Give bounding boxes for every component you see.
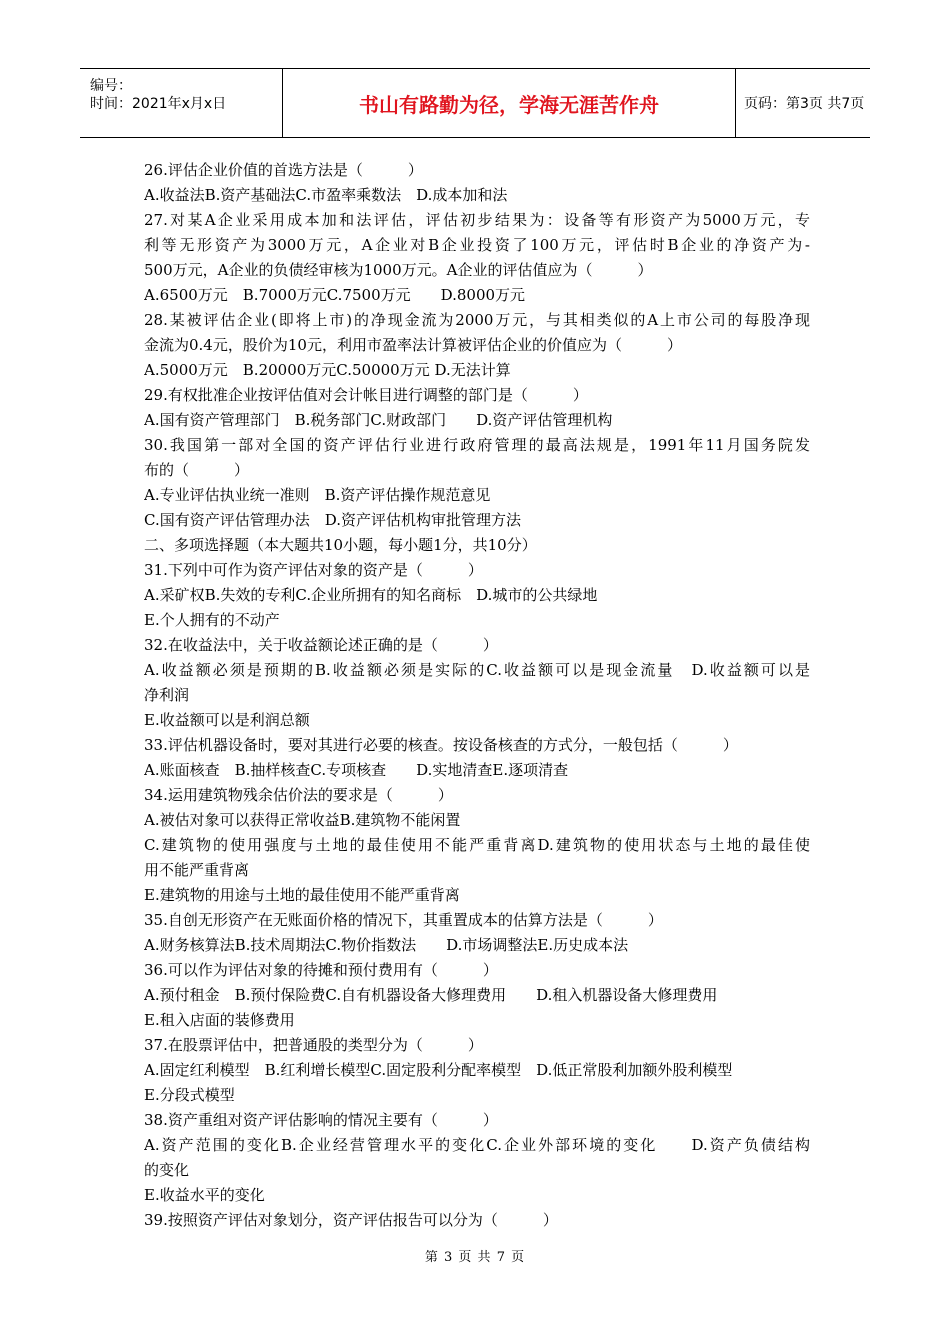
- header-page-label: 页码：第3页 共7页: [744, 96, 865, 112]
- header-meta: [80, 69, 282, 137]
- text-line: 36.可以作为评估对象的待摊和预付费用有（ ）: [144, 961, 498, 979]
- text-line: 净利润: [144, 686, 190, 704]
- text-line: 33.评估机器设备时，要对其进行必要的核查。按设备核查的方式分，一般包括（ ）: [144, 736, 738, 754]
- text-line: A.固定红利模型 B.红利增长模型C.固定股利分配率模型 D.低正常股利加额外股利模型: [144, 1061, 733, 1079]
- text-line: 32.在收益法中，关于收益额论述正确的是（ ）: [144, 636, 498, 654]
- text-line: 500万元，A企业的负债经审核为1000万元。A企业的评估值应为（ ）: [144, 261, 653, 279]
- text-line: E.收益额可以是利润总额: [144, 711, 310, 729]
- document-body: [144, 158, 810, 1233]
- text-line: A.资产范围的变化B.企业经营管理水平的变化C.企业外部环境的变化 D.资产负债结构: [144, 1136, 810, 1154]
- text-line: E.租入店面的装修费用: [144, 1011, 295, 1029]
- text-line: A.收益法B.资产基础法C.市盈率乘数法 D.成本加和法: [144, 186, 508, 204]
- text-line: A.采矿权B.失效的专利C.企业所拥有的知名商标 D.城市的公共绿地: [144, 586, 598, 604]
- text-line: 29.有权批准企业按评估值对会计帐目进行调整的部门是（ ）: [144, 386, 588, 404]
- page-footer: 第 3 页 共 7 页: [424, 1250, 526, 1265]
- text-line: C.国有资产评估管理办法 D.资产评估机构审批管理方法: [144, 511, 521, 529]
- text-line: A.6500万元 B.7000万元C.7500万元 D.8000万元: [144, 286, 526, 304]
- text-line: 39.按照资产评估对象划分，资产评估报告可以分为（ ）: [144, 1211, 558, 1229]
- text-line: E.收益水平的变化: [144, 1186, 265, 1204]
- serial-label: 编号：: [90, 78, 132, 94]
- text-line: 30.我国第一部对全国的资产评估行业进行政府管理的最高法规是，1991年11月国务院发: [144, 436, 810, 454]
- text-line: A.国有资产管理部门 B.税务部门C.财政部门 D.资产评估管理机构: [144, 411, 613, 429]
- text-line: 28.某被评估企业(即将上市)的净现金流为2000万元，与其相类似的A上市公司的每股净现: [144, 311, 810, 329]
- text-line: A.账面核查 B.抽样核查C.专项核查 D.实地清查E.逐项清查: [144, 761, 569, 779]
- text-line: 利等无形资产为3000万元，A企业对B企业投资了100万元，评估时B企业的净资产为-: [144, 236, 810, 254]
- page-header: [80, 68, 870, 138]
- text-line: 的变化: [144, 1161, 190, 1179]
- text-line: A.收益额必须是预期的B.收益额必须是实际的C.收益额可以是现金流量 D.收益额可以是: [144, 661, 810, 679]
- text-line: 用不能严重背离: [144, 861, 250, 879]
- text-line: A.被估对象可以获得正常收益B.建筑物不能闲置: [144, 811, 461, 829]
- text-line: E.分段式模型: [144, 1086, 235, 1104]
- text-line: 27.对某A企业采用成本加和法评估，评估初步结果为：设备等有形资产为5000万元，专: [144, 211, 810, 229]
- text-line: 金流为0.4元，股价为10元，利用市盈率法计算被评估企业的价值应为（ ）: [144, 336, 682, 354]
- text-line: 34.运用建筑物残余估价法的要求是（ ）: [144, 786, 453, 804]
- text-line: 37.在股票评估中，把普通股的类型分为（ ）: [144, 1036, 483, 1054]
- text-line: 31.下列中可作为资产评估对象的资产是（ ）: [144, 561, 483, 579]
- text-line: A.5000万元 B.20000万元C.50000万元 D.无法计算: [144, 361, 511, 379]
- date-label: 时间：2021年x月x日: [90, 96, 227, 112]
- header-motto: 书山有路勤为径，学海无涯苦作舟: [282, 69, 736, 137]
- text-line: C.建筑物的使用强度与土地的最佳使用不能严重背离D.建筑物的使用状态与土地的最佳使: [144, 836, 810, 854]
- text-line: A.预付租金 B.预付保险费C.自有机器设备大修理费用 D.租入机器设备大修理费用: [144, 986, 718, 1004]
- text-line: E.建筑物的用途与土地的最佳使用不能严重背离: [144, 886, 460, 904]
- text-line: 38.资产重组对资产评估影响的情况主要有（ ）: [144, 1111, 498, 1129]
- section-heading: 二、多项选择题（本大题共10小题，每小题1分，共10分）: [144, 536, 537, 554]
- text-line: 35.自创无形资产在无账面价格的情况下，其重置成本的估算方法是（ ）: [144, 911, 663, 929]
- text-line: A.财务核算法B.技术周期法C.物价指数法 D.市场调整法E.历史成本法: [144, 936, 629, 954]
- text-line: A.专业评估执业统一准则 B.资产评估操作规范意见: [144, 486, 491, 504]
- text-line: 26.评估企业价值的首选方法是（ ）: [144, 161, 423, 179]
- text-line: E.个人拥有的不动产: [144, 611, 280, 629]
- text-line: 布的（ ）: [144, 461, 250, 479]
